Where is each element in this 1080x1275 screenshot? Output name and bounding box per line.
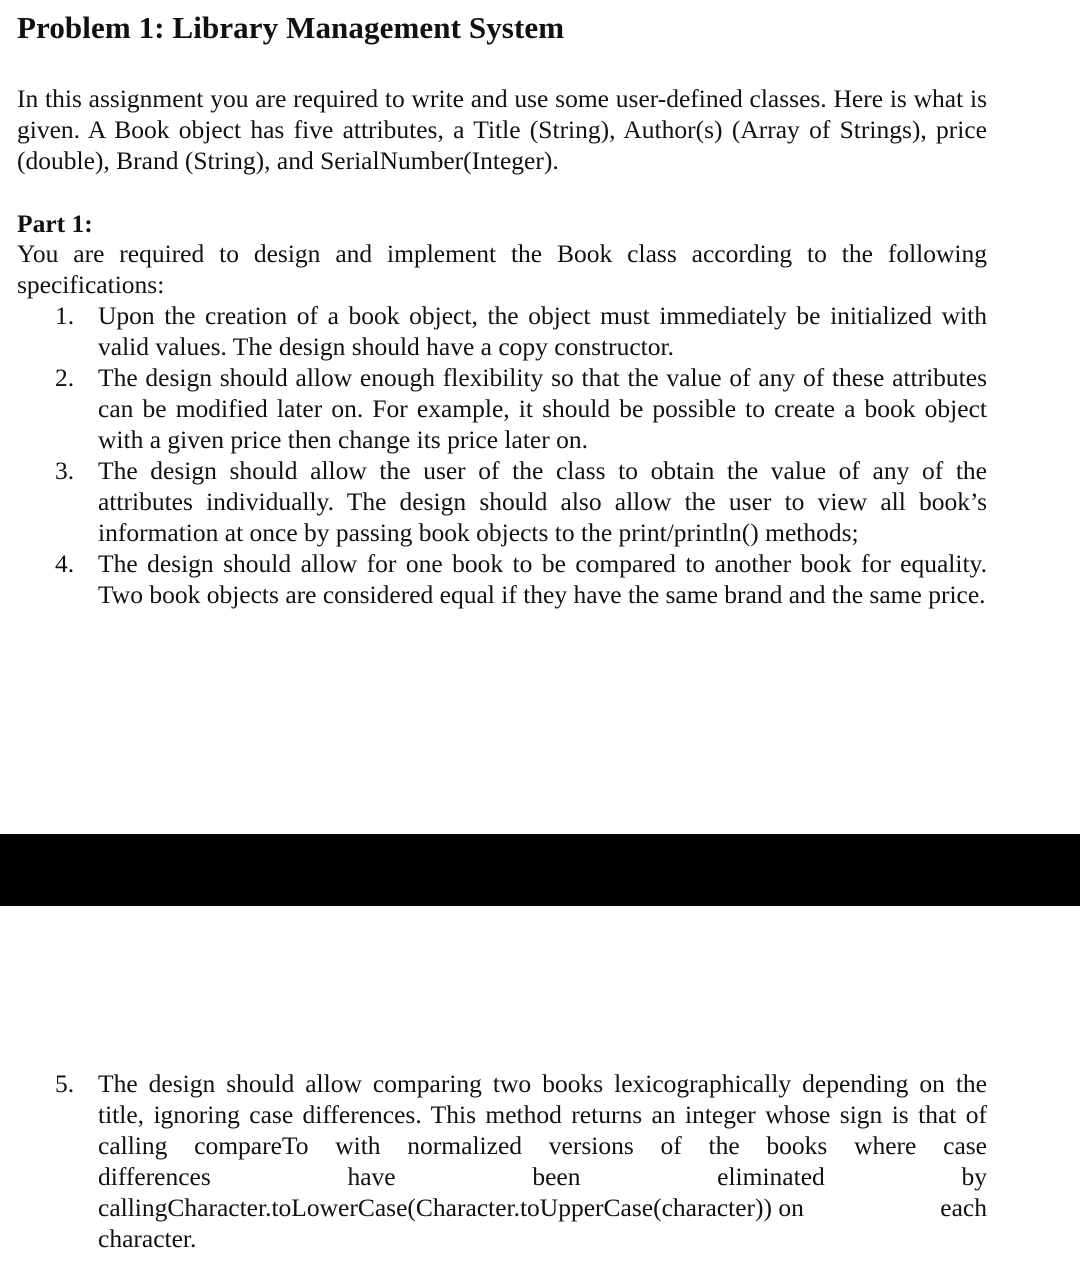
list-item-number: 3. [55, 456, 75, 485]
word: been [532, 1162, 581, 1191]
list-item-text: Upon the creation of a book object, the object must immediately be initialized with valid values. The design should have a copy constructor. [98, 301, 987, 361]
specification-list [55, 300, 987, 610]
list-item-number: 2. [55, 363, 75, 392]
list-item-text: The design should allow the user of the class to obtain the value of any of the attributes individually. The design should also allow the user to view all book’s information at once by passing book objects to the print/println() methods; [98, 456, 987, 547]
word: each [940, 1193, 987, 1222]
list-item [55, 300, 987, 362]
list-item-text-end: character. [98, 1224, 197, 1253]
list-item-number: 5. [55, 1069, 75, 1098]
word: have [347, 1162, 396, 1191]
part-heading: Part 1: [17, 209, 93, 238]
list-item-spread-line [98, 1161, 987, 1192]
list-item [55, 455, 987, 548]
document-title: Problem 1: Library Management System [17, 10, 565, 45]
list-item-spread-line [98, 1192, 987, 1223]
list-item-number: 4. [55, 549, 75, 578]
list-item [55, 1068, 987, 1254]
specification-list-continued [55, 1068, 987, 1254]
word: differences [98, 1162, 211, 1191]
word: callingCharacter.toLowerCase(Character.toUpperCase(character)) on [98, 1193, 804, 1222]
list-item-text: The design should allow for one book to be compared to another book for equality. Two book objects are considered equal if they have the same brand and the same price. [98, 549, 987, 609]
redaction-bar [0, 834, 1080, 906]
list-item-number: 1. [55, 301, 75, 330]
word: by [961, 1162, 987, 1191]
list-item [55, 362, 987, 455]
list-item-text: The design should allow enough flexibility so that the value of any of these attributes can be modified later on. For example, it should be possible to create a book object with a given price then change its price later on. [98, 363, 987, 454]
word: eliminated [717, 1162, 825, 1191]
list-item-text-main: The design should allow comparing two books lexicographically depending on the title, ignoring case differences. This method returns an integer whose sign is that of calling compareTo with normalized versions of the books where case [98, 1069, 987, 1160]
intro-paragraph: In this assignment you are required to write and use some user-defined classes. Here is what is given. A Book object has five attributes, a Title (String), Author(s) (Array of Strings), price (double), Brand (String), and SerialNumber(Integer). [17, 84, 987, 175]
part-description: You are required to design and implement the Book class according to the following specifications: [17, 239, 987, 299]
list-item [55, 548, 987, 610]
list-item-text [98, 1068, 987, 1254]
